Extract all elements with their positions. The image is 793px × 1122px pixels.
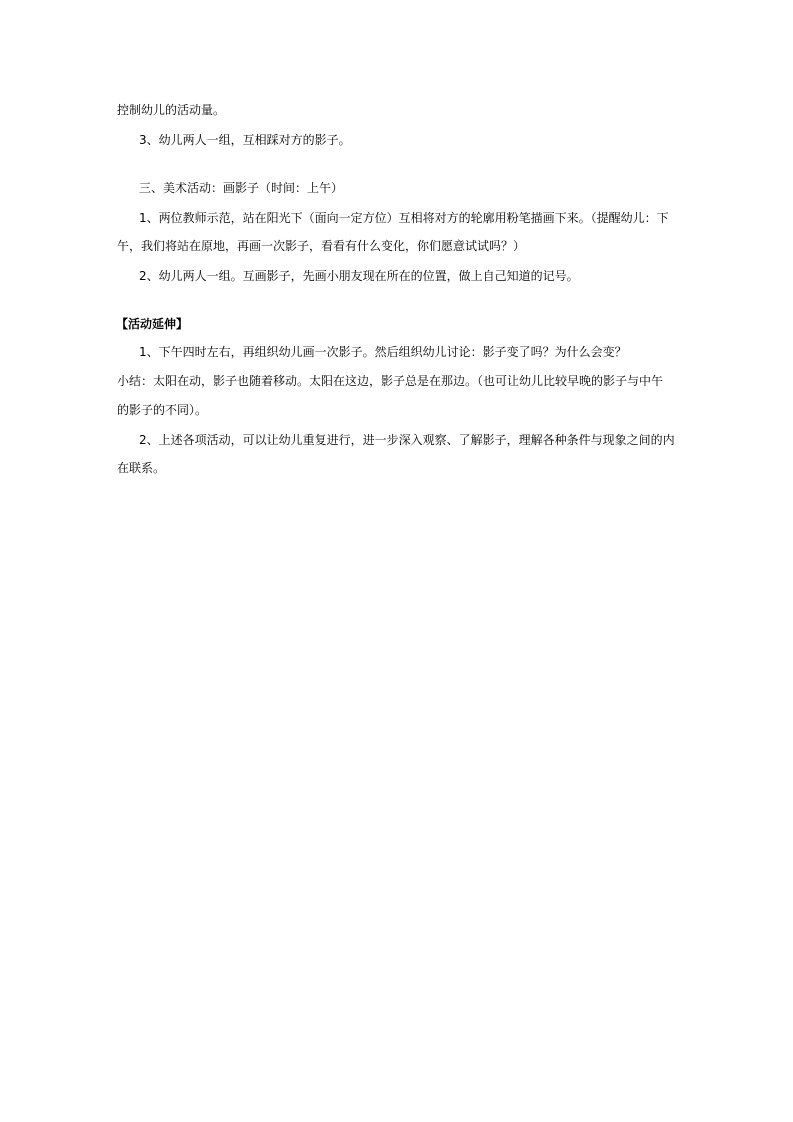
section-title: 【活动延伸】 (116, 317, 189, 331)
text-line: 1、下午四时左右，再组织幼儿画一次影子。然后组织幼儿讨论：影子变了吗？为什么会变？ (139, 345, 627, 359)
text-line: 1、两位教师示范，站在阳光下（面向一定方位）互相将对方的轮廓用粉笔描画下来。（提醒幼儿：下 (139, 211, 669, 225)
text-line: 2、上述各项活动，可以让幼儿重复进行，进一步深入观察、了解影子，理解各种条件与现象之间的内 (139, 433, 675, 447)
text-line: 3、幼儿两人一组，互相踩对方的影子。 (139, 133, 351, 147)
text-line: 午，我们将站在原地，再画一次影子，看看有什么变化，你们愿意试试吗？） (117, 239, 526, 253)
section-heading: 三、美术活动：画影子（时间：上午） (139, 181, 344, 195)
text-line: 2、幼儿两人一组。互画影子，先画小朋友现在所在的位置，做上自己知道的记号。 (139, 269, 579, 283)
text-line: 小结：太阳在动，影子也随着移动。太阳在这边，影子总是在那边。（也可让幼儿比较早晚的影子与中午 (117, 374, 664, 388)
text-line: 控制幼儿的活动量。 (117, 103, 226, 117)
text-line: 在联系。 (117, 461, 166, 475)
text-line: 的影子的不同）。 (117, 403, 208, 417)
